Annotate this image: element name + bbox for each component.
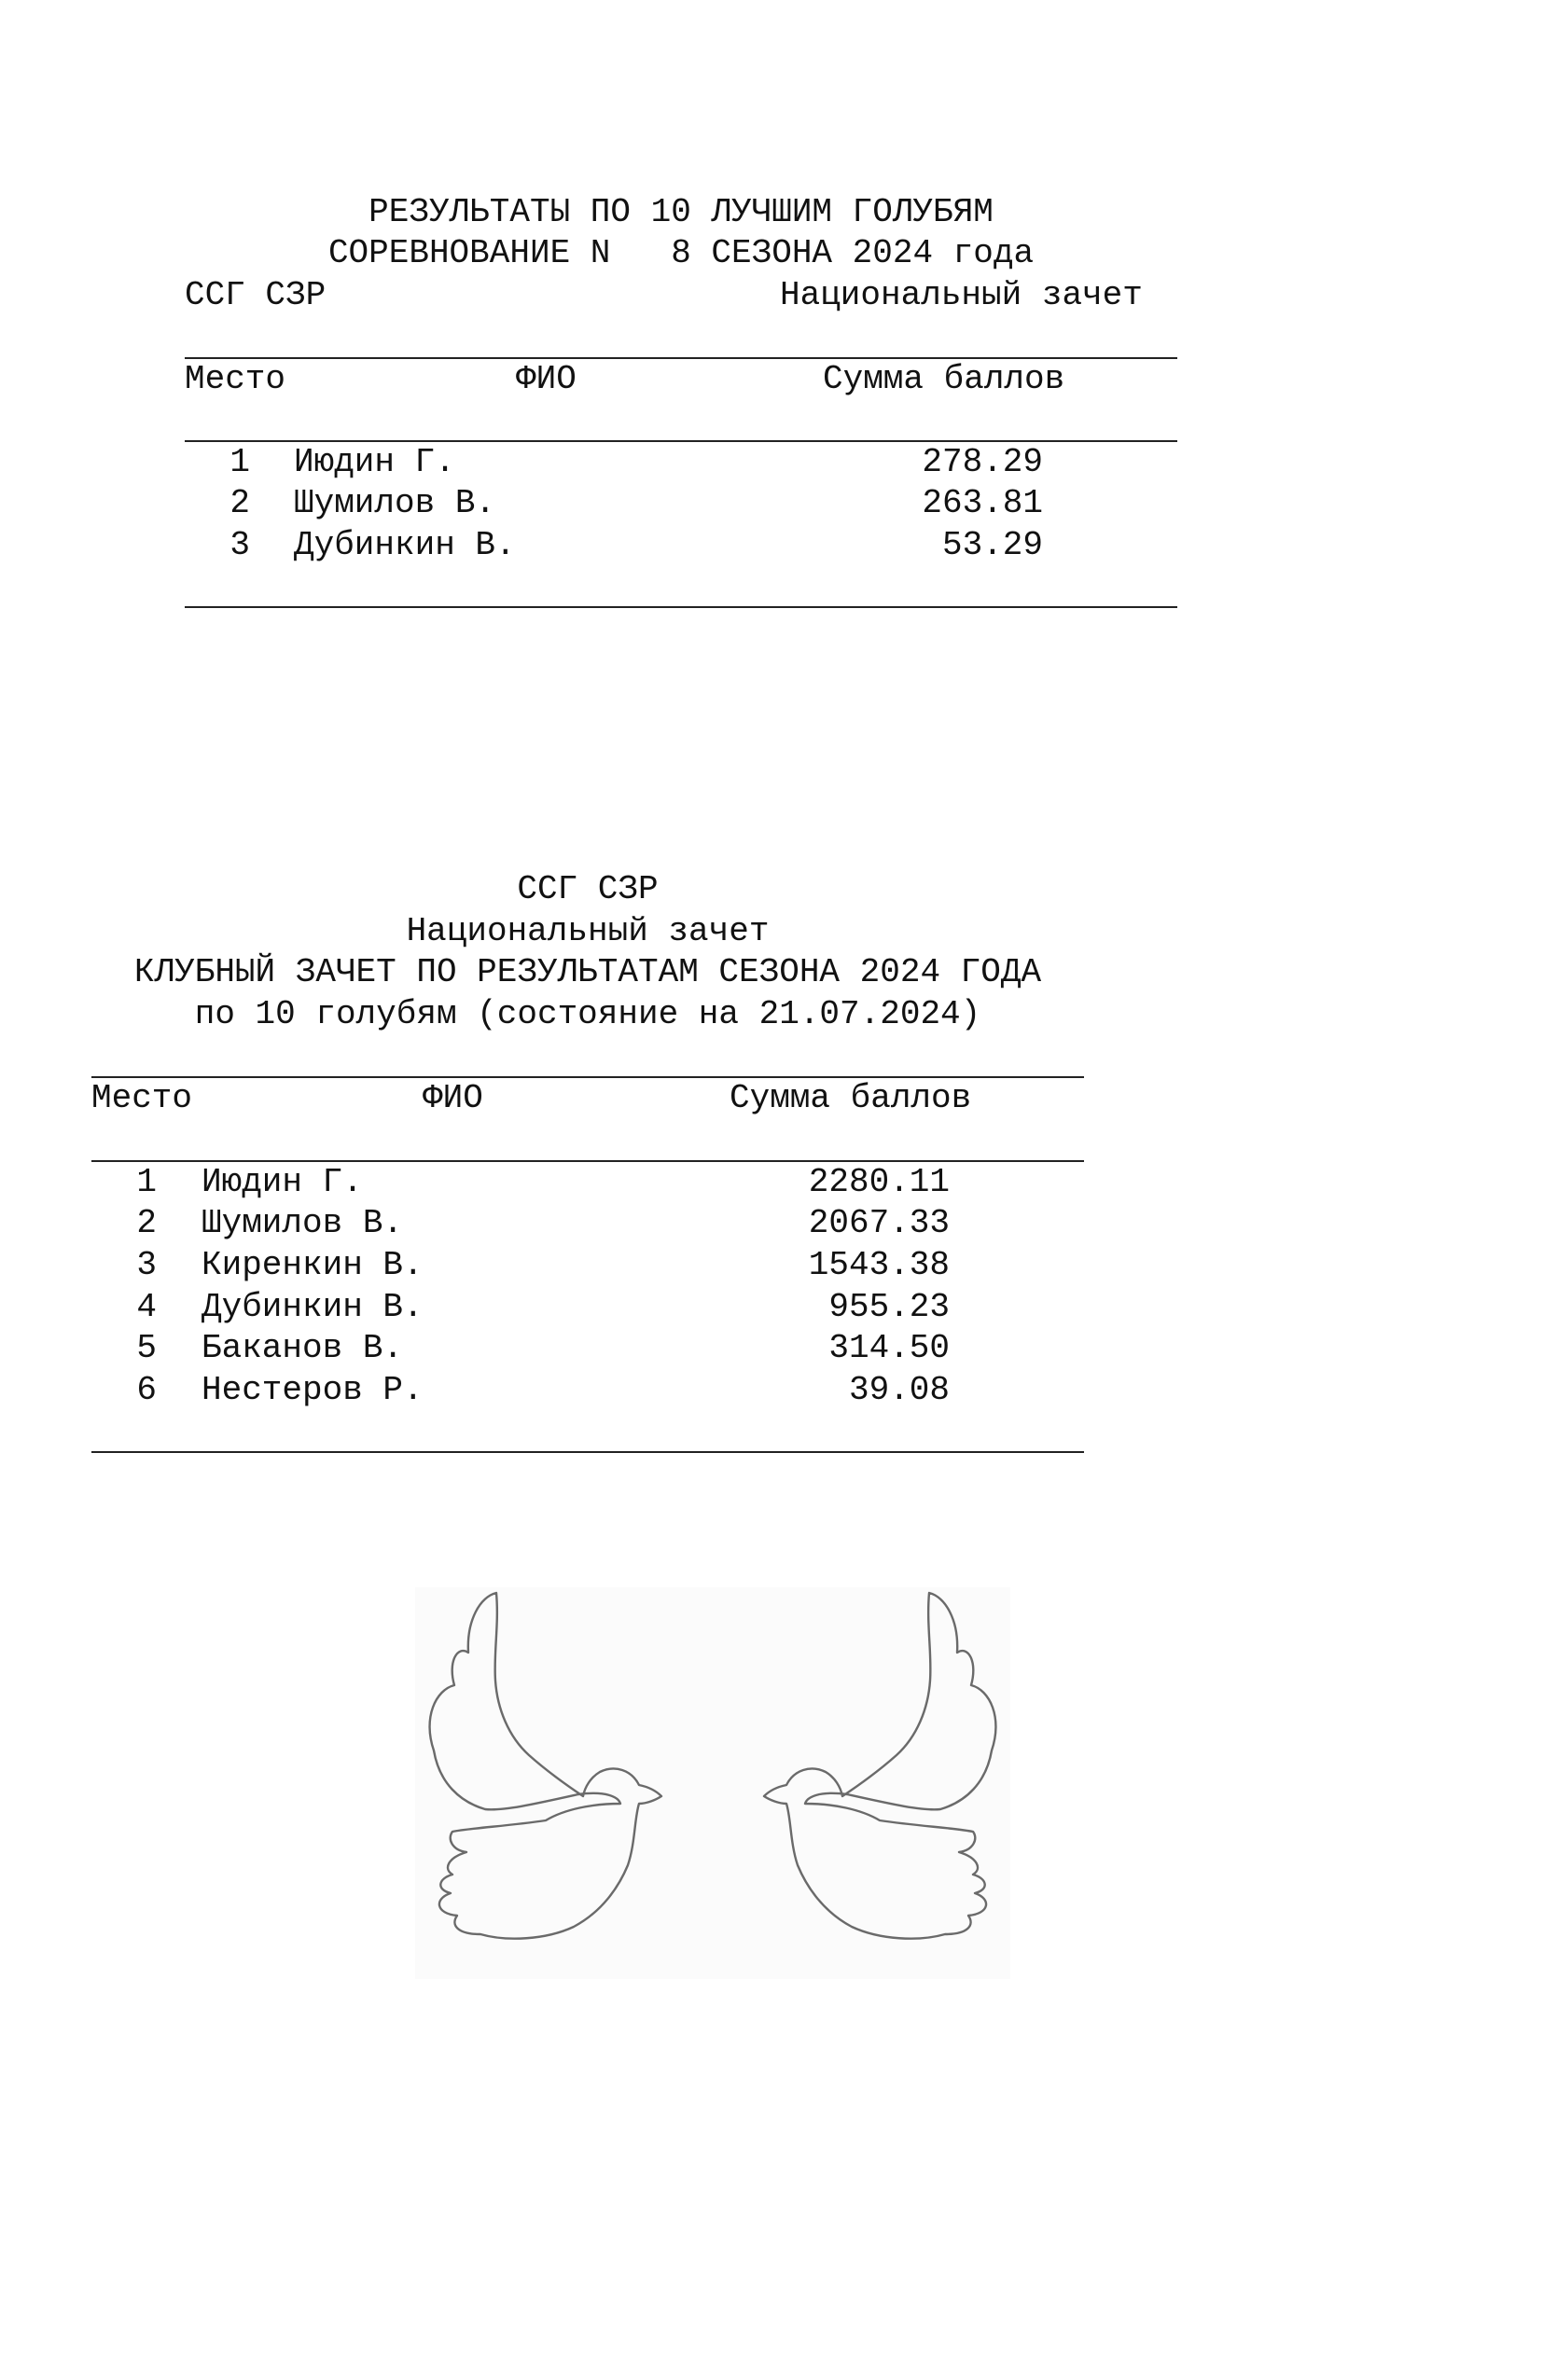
row-name: Дубинкин В. — [294, 526, 516, 564]
report-2-subtitle: по 10 голубям (состояние на 21.07.2024) — [194, 995, 981, 1033]
row-name: Баканов В. — [202, 1329, 404, 1367]
report-2-col-score: Сумма баллов — [730, 1079, 972, 1117]
row-place: 3 — [229, 526, 250, 564]
row-name: Дубинкин В. — [202, 1288, 424, 1326]
right-dove-outline — [764, 1593, 995, 1939]
row-place: 3 — [136, 1246, 157, 1284]
left-dove-outline — [430, 1593, 661, 1939]
row-score: 39.08 — [848, 1371, 950, 1409]
report-1-subtitle: СОРЕВНОВАНИЕ N 8 СЕЗОНА 2024 года — [327, 234, 1035, 272]
row-score: 278.29 — [922, 443, 1043, 481]
table-row — [0, 1371, 950, 2257]
row-place: 6 — [136, 1371, 157, 1409]
row-name: Июдин Г. — [294, 443, 455, 481]
row-name: Шумилов В. — [294, 484, 496, 522]
report-1-org: ССГ СЗР — [185, 276, 327, 314]
report-1-col-place: Место — [185, 360, 286, 398]
report-2-col-name: ФИО — [423, 1079, 483, 1117]
report-1-col-name: ФИО — [516, 360, 577, 398]
report-1-category: Национальный зачет — [780, 276, 1143, 314]
report-2-title: КЛУБНЫЙ ЗАЧЕТ ПО РЕЗУЛЬТАТАМ СЕЗОНА 2024 ГОДА — [133, 953, 1042, 991]
report-2-rule-bottom — [91, 1451, 1084, 1453]
report-1-rule-bottom — [185, 606, 1177, 608]
row-place: 4 — [136, 1288, 157, 1326]
row-name: Киренкин В. — [202, 1246, 424, 1284]
two-doves-icon — [415, 1587, 1010, 1979]
row-score: 1543.38 — [808, 1246, 950, 1284]
row-score: 53.29 — [941, 526, 1043, 564]
row-score: 955.23 — [828, 1288, 950, 1326]
row-score: 263.81 — [922, 484, 1043, 522]
row-name: Нестеров Р. — [202, 1371, 424, 1409]
report-2-org: ССГ СЗР — [517, 870, 659, 908]
row-score: 314.50 — [828, 1329, 950, 1367]
row-place: 5 — [136, 1329, 157, 1367]
row-place: 1 — [229, 443, 250, 481]
row-score: 2280.11 — [808, 1163, 950, 1201]
report-2-category: Национальный зачет — [406, 912, 770, 950]
report-1-col-score: Сумма баллов — [823, 360, 1065, 398]
row-place: 1 — [136, 1163, 157, 1201]
report-2-col-place: Место — [91, 1079, 193, 1117]
row-name: Шумилов В. — [202, 1204, 404, 1242]
report-1-title: РЕЗУЛЬТАТЫ ПО 10 ЛУЧШИМ ГОЛУБЯМ — [368, 193, 994, 231]
row-place: 2 — [136, 1204, 157, 1242]
row-place: 2 — [229, 484, 250, 522]
row-score: 2067.33 — [808, 1204, 950, 1242]
row-name: Июдин Г. — [202, 1163, 363, 1201]
